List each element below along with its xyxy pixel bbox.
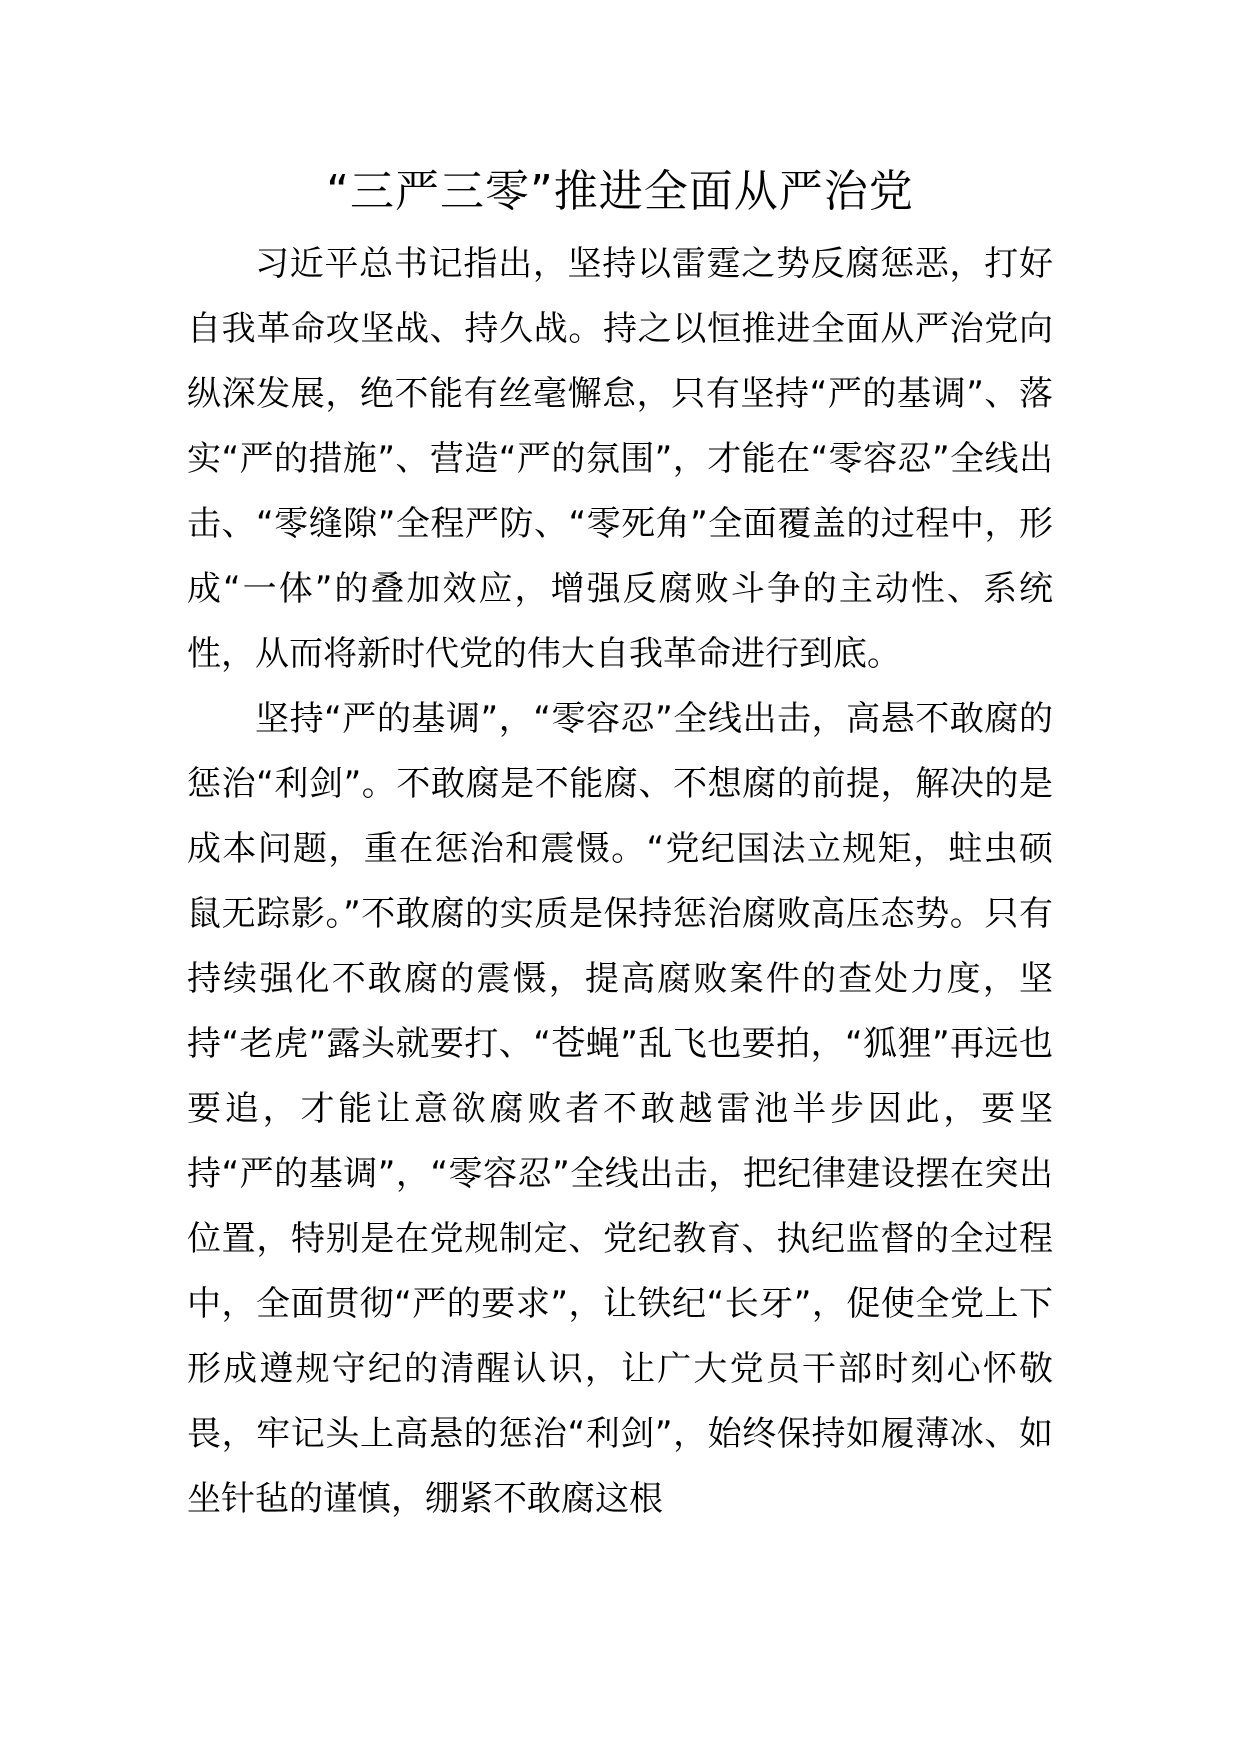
document-body	[187, 232, 1053, 1532]
paragraph-strict-tone: 坚持“严的基调”，“零容忍”全线出击，高悬不敢腐的惩治“利剑”。不敢腐是不能腐、不想腐的前提，解决的是成本问题，重在惩治和震慑。“党纪国法立规矩，蛀虫硕鼠无踪影。”不敢腐的实质是保持惩治腐败高压态势。只有持续强化不敢腐的震慑，提高腐败案件的查处力度，坚持“老虎”露头就要打、“苍蝇”乱飞也要拍，“狐狸”再远也要追，才能让意欲腐败者不敢越雷池半步因此，要坚持“严的基调”，“零容忍”全线出击，把纪律建设摆在突出位置，特别是在党规制定、党纪教育、执纪监督的全过程中，全面贯彻“严的要求”，让铁纪“长牙”，促使全党上下形成遵规守纪的清醒认识，让广大党员干部时刻心怀敬畏，牢记头上高悬的惩治“利剑”，始终保持如履薄冰、如坐针毡的谨慎，绷紧不敢腐这根	[187, 699, 1053, 1519]
paragraph-intro: 习近平总书记指出，坚持以雷霆之势反腐惩恶，打好自我革命攻坚战、持久战。持之以恒推进全面从严治党向纵深发展，绝不能有丝毫懈怠，只有坚持“严的基调”、落实“严的措施”、营造“严的氛围”，才能在“零容忍”全线出击、“零缝隙”全程严防、“零死角”全面覆盖的过程中，形成“一体”的叠加效应，增强反腐败斗争的主动性、系统性，从而将新时代党的伟大自我革命进行到底。	[187, 244, 1053, 674]
document-title: “三严三零”推进全面从严治党	[326, 166, 914, 217]
